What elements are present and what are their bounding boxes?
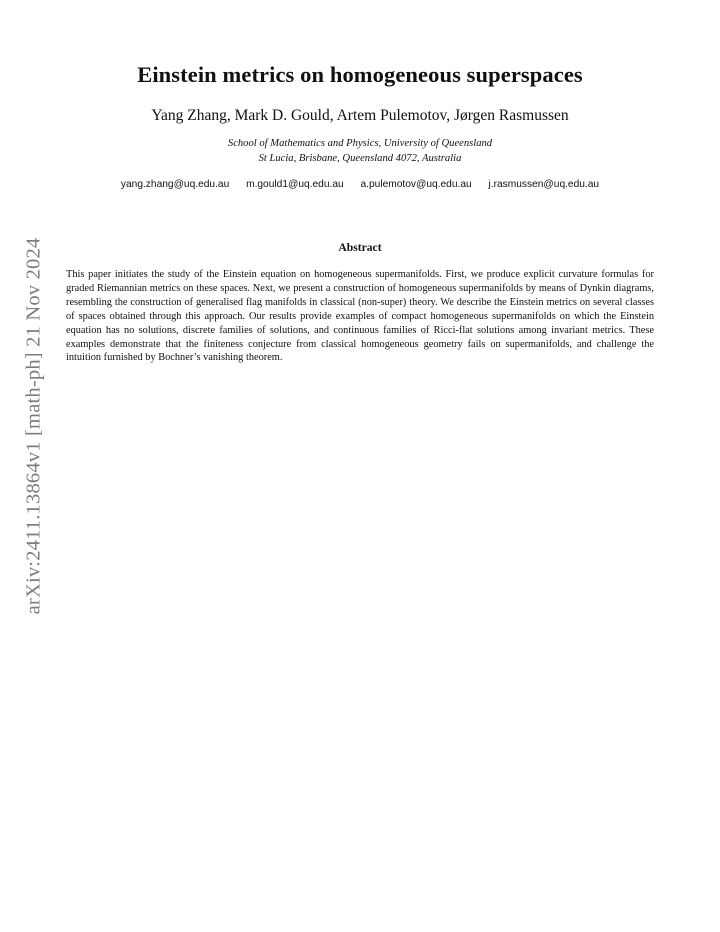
email-list <box>0 179 720 190</box>
email-link[interactable]: j.rasmussen@uq.edu.au <box>488 179 600 190</box>
affiliation-line-2: St Lucia, Brisbane, Queensland 4072, Australia <box>258 153 462 164</box>
author-list: Yang Zhang, Mark D. Gould, Artem Pulemotov, Jørgen Rasmussen <box>151 107 569 124</box>
email-link[interactable]: a.pulemotov@uq.edu.au <box>360 179 472 190</box>
abstract-body: This paper initiates the study of the Einstein equation on homogeneous supermanifolds. First, we produce explicit curvature formulas for graded Riemannian metrics on these spaces. Next, we present a construction of homogeneous supermanifolds by means of Dynkin diagrams, resembling the construction of generalised flag manifolds in classical (non-super) theory. We describe the Einstein metrics on several classes of spaces obtained through this approach. Our results provide examples of compact homogeneous supermanifolds on which the Einstein equation has no solutions, discrete families of solutions, and continuous families of Ricci-flat solutions among invariant metrics. These examples demonstrate that the finiteness conjecture from classical homogeneous geometry fails on supermanifolds, and challenge the intuition furnished by Bochner’s vanishing theorem. <box>66 269 654 364</box>
affiliation-line-1: School of Mathematics and Physics, University of Queensland <box>227 138 493 149</box>
abstract-heading: Abstract <box>338 241 382 254</box>
email-link[interactable]: yang.zhang@uq.edu.au <box>120 179 230 190</box>
email-link[interactable]: m.gould1@uq.edu.au <box>246 179 344 190</box>
paper-title: Einstein metrics on homogeneous superspaces <box>137 62 583 87</box>
arxiv-stamp-text: arXiv:2411.13864v1 [math-ph] 21 Nov 2024 <box>22 237 45 615</box>
